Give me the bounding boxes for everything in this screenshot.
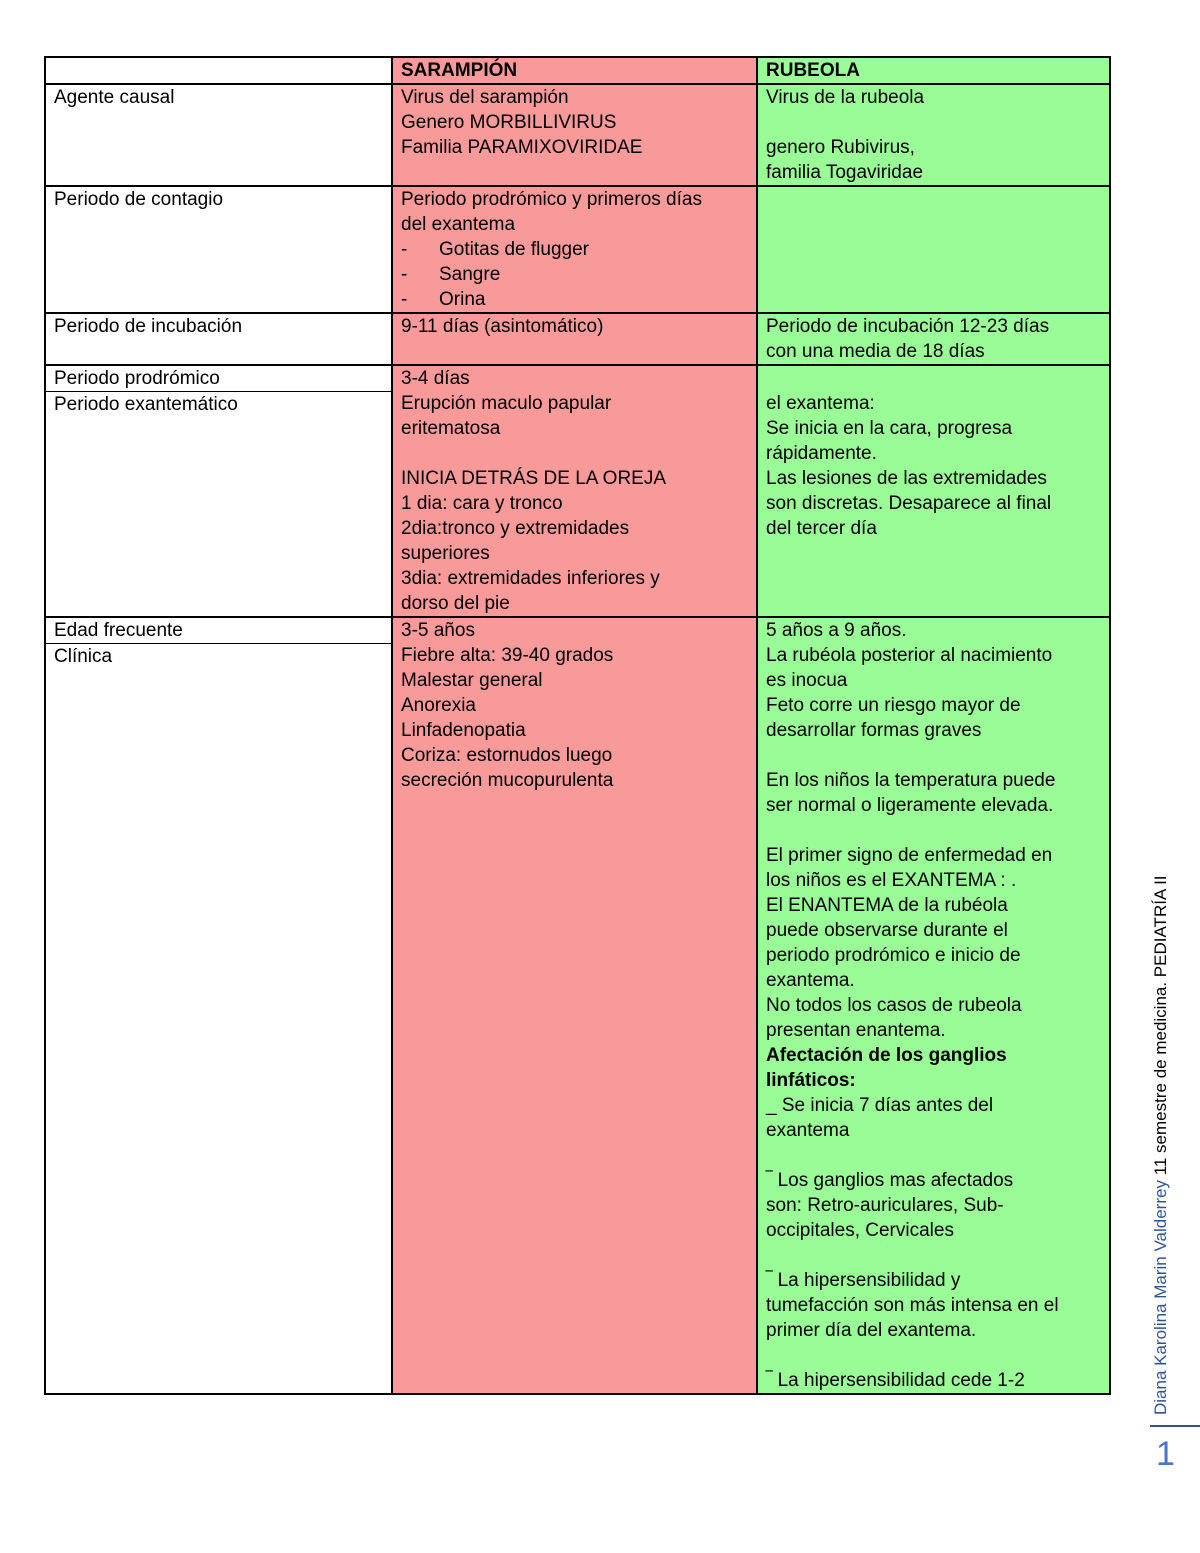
text-line: Afectación de los ganglios	[766, 1045, 1007, 1066]
text-line: son discretas. Desaparece al final	[766, 493, 1052, 514]
text-line: exantema	[766, 1120, 850, 1141]
text-line: ‾ Los ganglios mas afectados	[766, 1170, 1014, 1191]
rubeola-incubacion-cell	[757, 313, 1110, 365]
text-line: Periodo de incubación 12-23 días	[766, 316, 1050, 337]
text-line: desarrollar formas graves	[766, 720, 982, 741]
header-row	[45, 57, 1110, 84]
row-periodo-contagio	[45, 186, 1110, 313]
blank-line	[766, 110, 1101, 135]
text-line: 9-11 días (asintomático)	[401, 316, 604, 337]
header-sarampion: SARAMPIÓN	[392, 57, 757, 84]
list-item-text: Gotitas de flugger	[439, 239, 589, 260]
text-line: No todos los casos de rubeola	[766, 995, 1022, 1016]
rubeola-contagio-cell	[757, 186, 1110, 313]
blank-line	[401, 441, 748, 466]
text-line: 3-4 días	[401, 368, 470, 389]
list-item	[401, 237, 748, 262]
text-line: La rubéola posterior al nacimiento	[766, 645, 1053, 666]
text-line: Malestar general	[401, 670, 543, 691]
label-agente-causal: Agente causal	[45, 84, 392, 186]
text-line: Anorexia	[401, 695, 476, 716]
page-number-rule	[1150, 1425, 1200, 1427]
text-line: Genero MORBILLIVIRUS	[401, 112, 617, 133]
sarampion-exantema-cell	[392, 365, 757, 617]
list-item	[401, 287, 748, 312]
text-line: 5 años a 9 años.	[766, 620, 907, 641]
text-line: genero Rubivirus,	[766, 137, 915, 158]
text-line: con una media de 18 días	[766, 341, 985, 362]
text-line: puede observarse durante el	[766, 920, 1008, 941]
footer-sidebar	[1141, 415, 1181, 1415]
text-line: Linfadenopatia	[401, 720, 526, 741]
text-line: Erupción maculo papular	[401, 393, 612, 414]
text-line: Se inicia en la cara, progresa	[766, 418, 1013, 439]
text-line: Fiebre alta: 39-40 grados	[401, 645, 614, 666]
text-line: tumefacción son más intensa en el	[766, 1295, 1059, 1316]
row-agente-causal	[45, 84, 1110, 186]
label-periodo-exantematico: Periodo exantemático	[46, 391, 391, 417]
label-edad-clinica	[45, 617, 392, 1394]
list-item-text: Sangre	[439, 264, 501, 285]
dash-bullet: -	[401, 239, 408, 260]
text-line: rápidamente.	[766, 443, 877, 464]
sarampion-contagio-cell	[392, 186, 757, 313]
text-line: el exantema:	[766, 393, 875, 414]
sarampion-agente-cell	[392, 84, 757, 186]
text-line: son: Retro-auriculares, Sub-	[766, 1195, 1004, 1216]
text-line: linfáticos:	[766, 1070, 856, 1091]
label-edad-frecuente: Edad frecuente	[54, 620, 183, 641]
row-clinica	[45, 617, 1110, 1394]
text-line: Las lesiones de las extremidades	[766, 468, 1047, 489]
text-line: ‾ La hipersensibilidad y	[766, 1270, 961, 1291]
text-line: Coriza: estornudos luego	[401, 745, 613, 766]
text-line: del exantema	[401, 214, 516, 235]
text-line: occipitales, Cervicales	[766, 1220, 954, 1241]
text-line: 1 dia: cara y tronco	[401, 493, 563, 514]
page-number: 1	[1156, 1435, 1175, 1473]
text-line: superiores	[401, 543, 490, 564]
text-line: ‾ La hipersensibilidad cede 1-2	[766, 1370, 1025, 1391]
row-periodo-exantematico	[45, 365, 1110, 617]
text-line: 2dia:tronco y extremidades	[401, 518, 630, 539]
row-periodo-incubacion	[45, 313, 1110, 365]
blank-line	[766, 366, 1101, 391]
text-line: exantema.	[766, 970, 855, 991]
blank-line	[766, 818, 1101, 843]
rubeola-clinica-cell	[757, 617, 1110, 1394]
text-line: Virus del sarampión	[401, 87, 569, 108]
header-rubeola: RUBEOLA	[757, 57, 1110, 84]
text-line: eritematosa	[401, 418, 501, 439]
text-line: _ Se inicia 7 días antes del	[766, 1095, 994, 1116]
label-periodo-contagio: Periodo de contagio	[45, 186, 392, 313]
text-line: Familia PARAMIXOVIRIDAE	[401, 137, 643, 158]
dash-bullet: -	[401, 289, 408, 310]
text-line: secreción mucopurulenta	[401, 770, 614, 791]
text-line: dorso del pie	[401, 593, 510, 614]
text-line: El ENANTEMA de la rubéola	[766, 895, 1008, 916]
text-line: del tercer día	[766, 518, 877, 539]
rubeola-exantema-cell	[757, 365, 1110, 617]
text-line: 3dia: extremidades inferiores y	[401, 568, 660, 589]
text-line: El primer signo de enfermedad en	[766, 845, 1053, 866]
sarampion-clinica-cell	[392, 617, 757, 1394]
text-line: INICIA DETRÁS DE LA OREJA	[401, 468, 667, 489]
sarampion-incubacion-cell	[392, 313, 757, 365]
label-clinica: Clínica	[46, 643, 391, 669]
list-item-text: Orina	[439, 289, 486, 310]
text-line: Periodo prodrómico y primeros días	[401, 189, 702, 210]
course-info: 11 semestre de medicina. PEDIATRÍA II	[1151, 875, 1170, 1181]
text-line: familia Togaviridae	[766, 162, 924, 183]
text-line: ser normal o ligeramente elevada.	[766, 795, 1054, 816]
blank-line	[766, 1343, 1101, 1368]
text-line: los niños es el EXANTEMA : .	[766, 870, 1017, 891]
list-item	[401, 262, 748, 287]
text-line: presentan enantema.	[766, 1020, 946, 1041]
blank-line	[766, 743, 1101, 768]
text-line: En los niños la temperatura puede	[766, 770, 1056, 791]
text-line: Virus de la rubeola	[766, 87, 925, 108]
blank-line	[766, 1243, 1101, 1268]
dash-bullet: -	[401, 264, 408, 285]
header-blank-cell	[45, 57, 392, 84]
author-name: Diana Karolina Marin Valderrey	[1151, 1180, 1170, 1415]
text-line: 3-5 años	[401, 620, 475, 641]
rubeola-agente-cell	[757, 84, 1110, 186]
label-prodromico-exantematico	[45, 365, 392, 617]
text-line: es inocua	[766, 670, 848, 691]
text-line: Feto corre un riesgo mayor de	[766, 695, 1021, 716]
blank-line	[766, 1143, 1101, 1168]
label-periodo-incubacion: Periodo de incubación	[45, 313, 392, 365]
text-line: periodo prodrómico e inicio de	[766, 945, 1021, 966]
comparison-table	[44, 56, 1111, 1395]
text-line: primer día del exantema.	[766, 1320, 977, 1341]
label-periodo-prodromico: Periodo prodrómico	[54, 368, 220, 389]
